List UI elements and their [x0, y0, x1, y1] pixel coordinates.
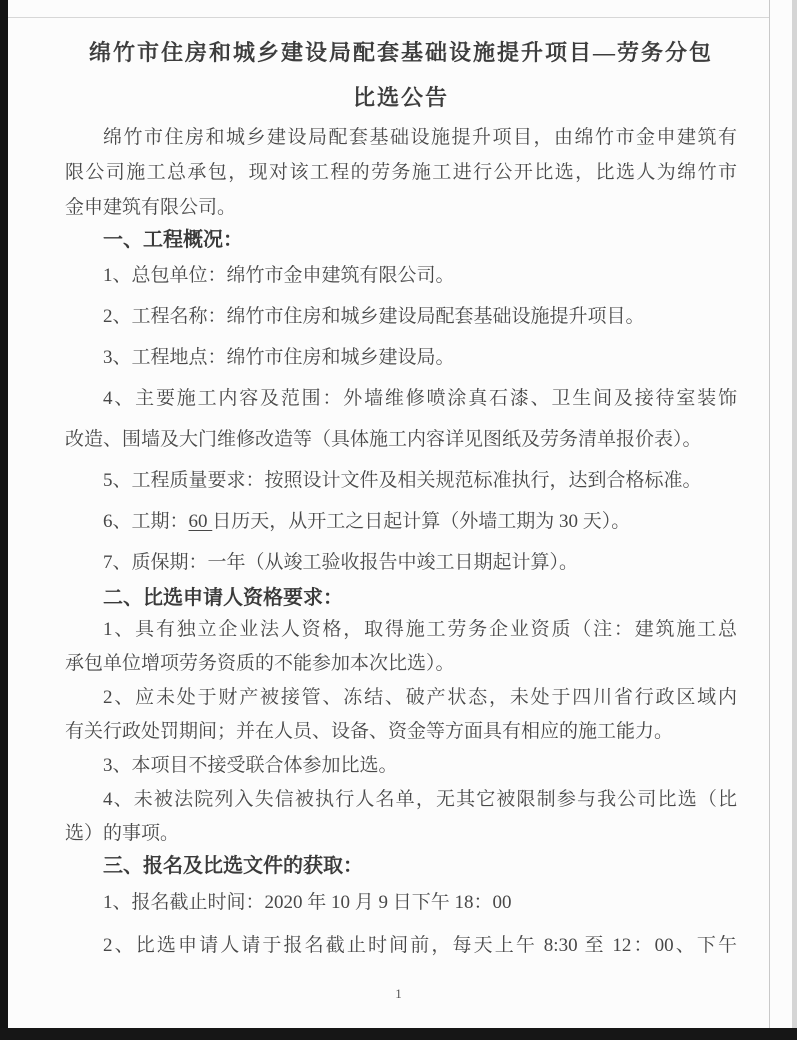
text-segment: 限公司施工总承包，现对该工程的劳务施工进行公开比选，比选人为绵竹市	[65, 162, 737, 183]
text-segment: 绵竹市住房和城乡建设局配套基础设施提升项目，由绵竹市金申建筑有	[103, 127, 737, 148]
text-line	[65, 501, 737, 542]
text-line	[65, 681, 737, 715]
scan-edge-left	[0, 0, 8, 1040]
page-number: 1	[395, 986, 402, 1001]
list-item	[65, 924, 737, 967]
text-line	[65, 613, 737, 647]
text-segment: 承包单位增项劳务资质的不能参加本次比选）。	[65, 653, 455, 674]
text-segment: 1、具有独立企业法人资格，取得施工劳务企业资质（注：建筑施工总	[103, 619, 737, 640]
document-body	[65, 225, 737, 967]
list-item	[65, 337, 737, 378]
section	[65, 583, 737, 851]
text-segment: 6、工期：	[103, 511, 189, 532]
text-line	[65, 419, 737, 460]
list-item	[65, 296, 737, 337]
text-line	[65, 255, 737, 296]
list-item	[65, 613, 737, 681]
text-line	[65, 881, 737, 924]
text-segment: 3、工程地点：绵竹市住房和城乡建设局。	[103, 347, 455, 368]
text-segment: 2、工程名称：绵竹市住房和城乡建设局配套基础设施提升项目。	[103, 306, 645, 327]
text-segment: 4、主要施工内容及范围：外墙维修喷涂真石漆、卫生间及接待室装饰	[103, 388, 737, 409]
text-line	[65, 924, 737, 967]
text-segment: 有关行政处罚期间；并在人员、设备、资金等方面具有相应的施工能力。	[65, 721, 674, 742]
section-heading: 二、比选申请人资格要求：	[103, 587, 343, 609]
list-item	[65, 881, 737, 924]
list-item	[65, 749, 737, 783]
text-segment: 3、本项目不接受联合体参加比选。	[103, 755, 398, 776]
text-segment: 2、比选申请人请于报名截止时间前，每天上午 8:30 至 12：00、下午	[103, 935, 737, 956]
text-segment: 金申建筑有限公司。	[65, 197, 237, 218]
text-line	[65, 817, 737, 851]
text-line	[65, 296, 737, 337]
scan-edge-bottom	[0, 1028, 797, 1040]
list-item	[65, 783, 737, 851]
text-segment: 选）的事项。	[65, 823, 180, 844]
text-line	[65, 749, 737, 783]
text-line	[65, 120, 737, 155]
intro-paragraph	[65, 120, 737, 225]
text-segment: 2、应未处于财产被接管、冻结、破产状态，未处于四川省行政区域内	[103, 687, 737, 708]
document-title-line2: 比选公告	[352, 85, 449, 110]
text-segment: 5、工程质量要求：按照设计文件及相关规范标准执行，达到合格标准。	[103, 470, 702, 491]
list-item	[65, 378, 737, 460]
text-line	[65, 460, 737, 501]
document-title	[65, 0, 737, 120]
section-heading: 三、报名及比选文件的获取：	[103, 855, 363, 877]
list-item	[65, 501, 737, 542]
document-content	[65, 0, 737, 967]
text-segment: 7、质保期：一年（从竣工验收报告中竣工日期起计算）。	[103, 552, 579, 573]
list-item	[65, 681, 737, 749]
text-segment: 1、总包单位：绵竹市金申建筑有限公司。	[103, 265, 455, 286]
text-line	[65, 715, 737, 749]
document-title-line1: 绵竹市住房和城乡建设局配套基础设施提升项目—劳务分包	[88, 40, 713, 65]
text-line	[65, 783, 737, 817]
scan-edge-right-shade	[792, 0, 797, 1040]
text-segment: 4、未被法院列入失信被执行人名单，无其它被限制参与我公司比选（比	[103, 789, 737, 810]
text-line	[65, 337, 737, 378]
list-item	[65, 542, 737, 583]
text-segment: 改造、围墙及大门维修改造等（具体施工内容详见图纸及劳务清单报价表）。	[65, 429, 702, 450]
list-item	[65, 460, 737, 501]
text-line	[65, 190, 737, 225]
text-line	[65, 647, 737, 681]
section	[65, 851, 737, 967]
list-item	[65, 255, 737, 296]
text-line	[65, 378, 737, 419]
text-segment: 1、报名截止时间：2020 年 10 月 9 日下午 18：00	[103, 892, 512, 913]
underlined-text: 60	[188, 511, 213, 532]
text-line	[65, 155, 737, 190]
text-segment: 日历天，从开工之日起计算（外墙工期为 30 天）。	[212, 511, 631, 532]
section	[65, 225, 737, 583]
text-line	[65, 542, 737, 583]
section-heading: 一、工程概况：	[103, 229, 243, 251]
scan-edge-right-line	[769, 0, 770, 1040]
